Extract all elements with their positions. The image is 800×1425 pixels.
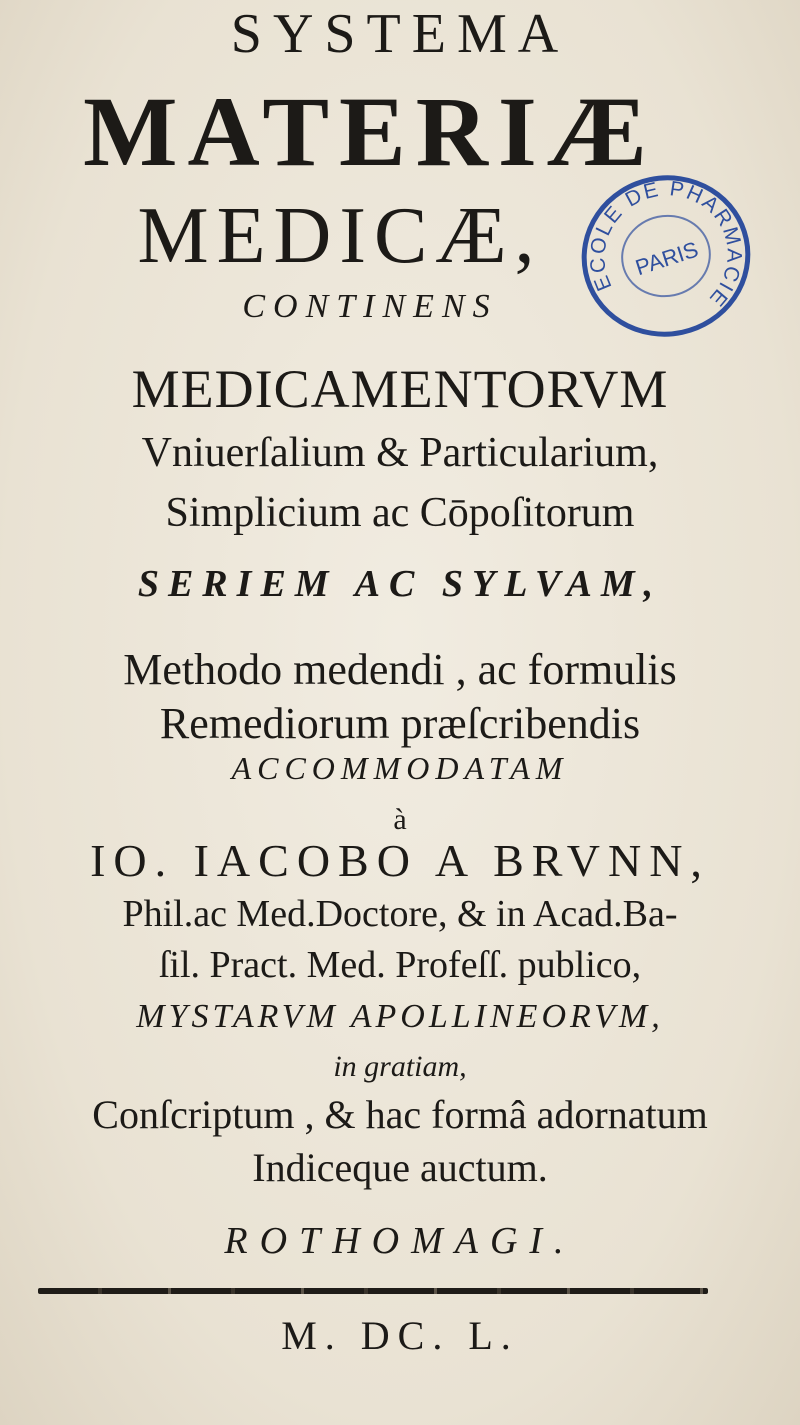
imprint-date: M. DC. L. — [281, 1313, 519, 1358]
stamp-ring-text: ECOLE DE PHARMACIE — [586, 177, 746, 312]
text-a: à — [393, 803, 407, 836]
text-universalium: Vniuerſalium & Particularium, — [141, 430, 659, 476]
author-credentials-1: Phil.ac Med.Doctore, & in Acad.Ba- — [122, 893, 678, 935]
library-stamp — [576, 168, 756, 344]
title-materiae: MATERIÆ — [83, 76, 657, 187]
stamp-center-text: PARIS — [632, 236, 702, 281]
title-systema: SYSTEMA — [230, 3, 570, 65]
text-indiceque: Indiceque auctum. — [252, 1145, 548, 1190]
text-simplicium: Simplicium ac Cōpoſitorum — [165, 490, 635, 536]
text-conscriptum: Conſcriptum , & hac formâ adornatum — [92, 1092, 708, 1137]
subtitle-medicamentorum: MEDICAMENTORVM — [131, 359, 669, 419]
text-accommodatam: ACCOMMODATAM — [231, 750, 569, 786]
author-name: IO. IACOBO A BRVNN, — [90, 835, 710, 886]
text-seriem: SERIEM AC SYLVAM, — [137, 563, 663, 605]
author-credentials-2: ſil. Pract. Med. Profeſſ. publico, — [158, 944, 642, 986]
title-medicae: MEDICÆ, — [137, 192, 543, 280]
imprint-rule — [38, 1288, 708, 1294]
text-methodo: Methodo medendi , ac formulis — [123, 645, 677, 694]
text-mystarum: MYSTARVM APOLLINEORVM, — [136, 998, 664, 1035]
text-in-gratiam: in gratiam, — [333, 1050, 467, 1083]
text-remediorum: Remediorum præſcribendis — [159, 699, 641, 748]
imprint-place: ROTHOMAGI. — [224, 1220, 576, 1262]
subtitle-continens: CONTINENS — [242, 288, 498, 325]
